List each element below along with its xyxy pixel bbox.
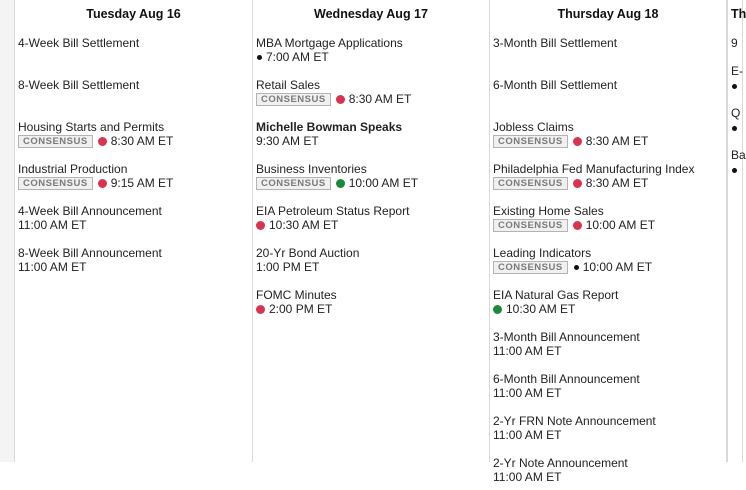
event-time: 8:30 AM ET (585, 134, 649, 148)
event-time: 10:30 AM ET (269, 218, 339, 232)
event-name[interactable]: EIA Petroleum Status Report (256, 204, 410, 218)
event-name[interactable]: Business Inventories (256, 162, 367, 176)
event-meta (493, 302, 726, 316)
partial-event-meta (728, 78, 742, 92)
impact-dot-icon (98, 137, 107, 146)
impact-dot-icon (256, 221, 265, 230)
event-meta (18, 134, 252, 148)
consensus-badge[interactable]: CONSENSUS (493, 261, 568, 274)
event-name[interactable]: Existing Home Sales (493, 204, 604, 218)
calendar-event[interactable] (18, 196, 252, 238)
event-meta (18, 218, 252, 232)
calendar-event[interactable] (256, 28, 489, 70)
calendar-event[interactable] (18, 112, 252, 154)
partial-event-meta (728, 162, 742, 176)
calendar-event[interactable] (256, 196, 489, 238)
day-column-wednesday (253, 0, 490, 462)
event-meta (493, 428, 726, 442)
day-column-friday-partial (727, 0, 746, 462)
calendar-event[interactable] (256, 112, 489, 154)
event-list (253, 28, 489, 322)
event-time: 11:00 AM ET (493, 386, 562, 400)
consensus-badge[interactable]: CONSENSUS (493, 177, 568, 190)
calendar-event[interactable] (493, 238, 726, 280)
event-meta (18, 176, 252, 190)
calendar-event[interactable] (18, 154, 252, 196)
day-column-tuesday (15, 0, 253, 462)
impact-dot-icon (574, 265, 579, 270)
event-name[interactable]: Retail Sales (256, 78, 321, 92)
calendar-event[interactable] (493, 322, 726, 364)
event-time: 11:00 AM ET (493, 344, 562, 358)
event-name[interactable]: 2-Yr Note Announcement (493, 456, 628, 470)
calendar-event[interactable] (493, 364, 726, 406)
calendar-event[interactable] (256, 154, 489, 196)
event-time: 9:30 AM ET (256, 134, 319, 148)
event-name[interactable]: 20-Yr Bond Auction (256, 246, 360, 260)
event-name[interactable]: Housing Starts and Permits (18, 120, 165, 134)
event-name[interactable]: 3-Month Bill Settlement (493, 36, 618, 50)
calendar-event[interactable] (493, 406, 726, 448)
impact-dot-icon (336, 95, 345, 104)
impact-dot-icon (336, 179, 345, 188)
calendar-event[interactable] (493, 196, 726, 238)
impact-dot-icon (573, 221, 582, 230)
partial-event-name[interactable]: Ba (731, 148, 746, 162)
event-list (15, 28, 252, 280)
calendar-event[interactable] (18, 70, 252, 112)
consensus-badge[interactable]: CONSENSUS (493, 135, 568, 148)
event-name[interactable]: 6-Month Bill Settlement (493, 78, 618, 92)
event-meta (256, 134, 489, 148)
impact-dot-icon (573, 137, 582, 146)
event-meta (493, 470, 726, 484)
event-time: 11:00 AM ET (18, 260, 87, 274)
impact-dot-icon (732, 168, 737, 173)
event-list (490, 28, 726, 490)
event-name[interactable]: 2-Yr FRN Note Announcement (493, 414, 656, 428)
event-time: 10:00 AM ET (582, 260, 653, 274)
impact-dot-icon (257, 55, 262, 60)
event-name[interactable]: 3-Month Bill Announcement (493, 330, 640, 344)
calendar-event[interactable] (256, 70, 489, 112)
event-time: 11:00 AM ET (18, 218, 87, 232)
calendar-event[interactable] (493, 280, 726, 322)
calendar-event[interactable] (493, 28, 726, 70)
event-time: 11:00 AM ET (493, 428, 562, 442)
event-time: 10:30 AM ET (506, 302, 576, 316)
partial-event-time: 9 (731, 36, 738, 50)
event-meta (256, 92, 489, 106)
event-meta (493, 344, 726, 358)
event-time: 11:00 AM ET (493, 470, 562, 484)
impact-dot-icon (493, 305, 502, 314)
calendar-event[interactable] (493, 112, 726, 154)
impact-dot-icon (732, 126, 737, 131)
impact-dot-icon (256, 305, 265, 314)
event-meta (256, 50, 489, 64)
event-time: 7:00 AM ET (266, 50, 329, 64)
impact-dot-icon (732, 84, 737, 89)
event-name[interactable]: Industrial Production (18, 162, 128, 176)
event-time: 8:30 AM ET (110, 134, 174, 148)
day-column-thursday (490, 0, 727, 484)
day-header: Th (731, 7, 746, 21)
event-meta (256, 218, 489, 232)
consensus-badge[interactable]: CONSENSUS (18, 135, 93, 148)
event-name[interactable]: Jobless Claims (493, 120, 574, 134)
event-name[interactable]: 8-Week Bill Announcement (18, 246, 162, 260)
calendar-event[interactable] (18, 238, 252, 280)
calendar-event[interactable] (493, 448, 726, 490)
event-time: 10:00 AM ET (585, 218, 656, 232)
event-time: 10:00 AM ET (348, 176, 419, 190)
impact-dot-icon (573, 179, 582, 188)
event-name[interactable]: 6-Month Bill Announcement (493, 372, 640, 386)
event-name[interactable]: EIA Natural Gas Report (493, 288, 619, 302)
event-meta (493, 260, 726, 274)
event-meta (493, 386, 726, 400)
event-meta (493, 134, 726, 148)
event-name[interactable]: Michelle Bowman Speaks (256, 120, 403, 134)
day-header: Tuesday Aug 16 (86, 7, 181, 21)
calendar-event[interactable] (493, 154, 726, 196)
consensus-badge[interactable]: CONSENSUS (256, 177, 331, 190)
calendar-event[interactable] (493, 70, 726, 112)
event-name[interactable]: 4-Week Bill Settlement (18, 36, 140, 50)
partial-event-meta (728, 120, 742, 134)
calendar-event[interactable] (18, 28, 252, 70)
event-name[interactable]: Leading Indicators (493, 246, 592, 260)
event-meta (256, 302, 489, 316)
event-meta (493, 176, 726, 190)
partial-event-name[interactable]: E- (731, 64, 743, 78)
event-meta (493, 218, 726, 232)
event-time: 1:00 PM ET (256, 260, 320, 274)
calendar-event[interactable] (256, 280, 489, 322)
day-header: Wednesday Aug 17 (314, 7, 428, 21)
event-time: 8:30 AM ET (348, 92, 412, 106)
event-name[interactable]: 4-Week Bill Announcement (18, 204, 162, 218)
event-time: 2:00 PM ET (269, 302, 333, 316)
event-meta (18, 260, 252, 274)
event-time: 9:15 AM ET (110, 176, 174, 190)
consensus-badge[interactable]: CONSENSUS (493, 219, 568, 232)
event-meta (256, 260, 489, 274)
event-name[interactable]: MBA Mortgage Applications (256, 36, 403, 50)
event-meta (256, 176, 489, 190)
event-name[interactable]: Philadelphia Fed Manufacturing Index (493, 162, 695, 176)
left-gutter (0, 0, 15, 462)
impact-dot-icon (98, 179, 107, 188)
calendar-event[interactable] (256, 238, 489, 280)
partial-event-name[interactable]: Q (731, 106, 741, 120)
event-name[interactable]: 8-Week Bill Settlement (18, 78, 140, 92)
day-header: Thursday Aug 18 (557, 7, 659, 21)
consensus-badge[interactable]: CONSENSUS (18, 177, 93, 190)
consensus-badge[interactable]: CONSENSUS (256, 93, 331, 106)
event-time: 8:30 AM ET (585, 176, 649, 190)
partial-event-list (728, 28, 746, 176)
event-name[interactable]: FOMC Minutes (256, 288, 337, 302)
